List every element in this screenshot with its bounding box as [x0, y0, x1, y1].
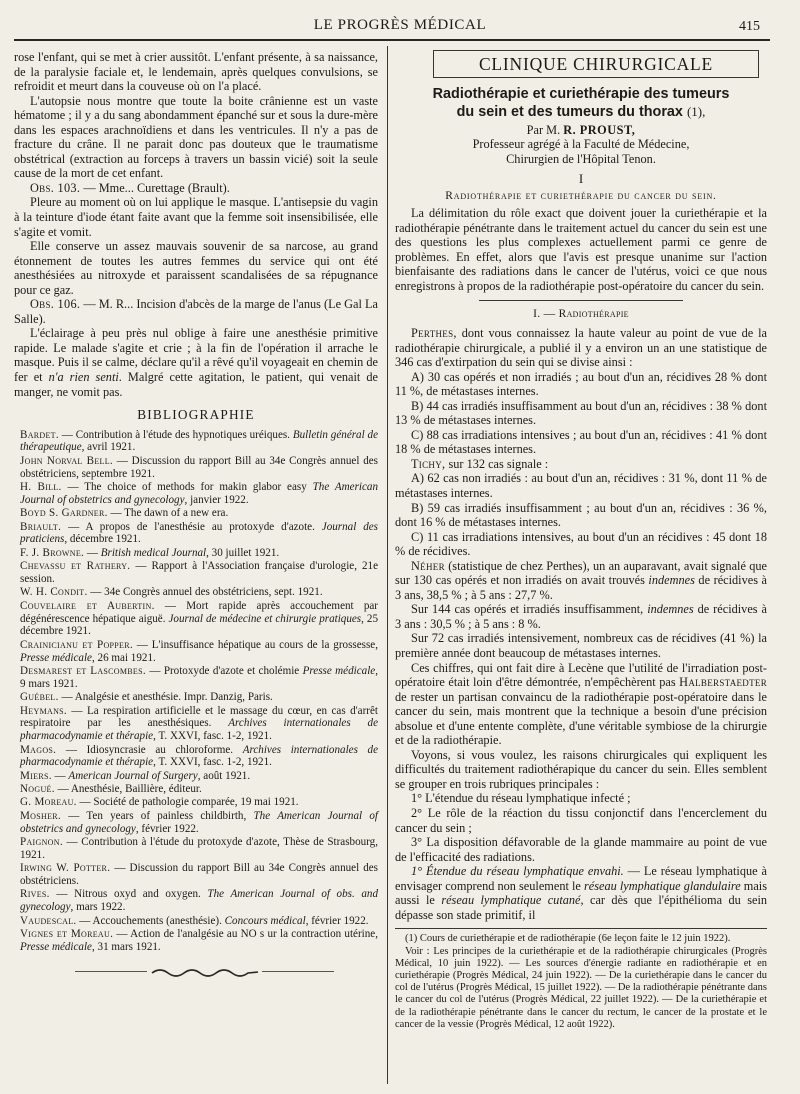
header-rule — [14, 39, 770, 41]
subsection-heading — [395, 307, 767, 322]
observation-title: — M. R... Incision d'abcès de la marge de l'anus (Le Gal La Salle). — [14, 297, 378, 326]
right-column — [395, 50, 767, 1031]
bibliography-entry — [14, 796, 378, 809]
paragraph — [14, 326, 378, 399]
list-item: A) 30 cas opérés et non irradiés ; au bout d'un an, récidives 28 % dont 11 %, de métastases internes. — [395, 369, 767, 399]
bibliography-entry — [14, 810, 378, 836]
article-title-line: Radiothérapie et curiethérapie des tumeurs — [432, 85, 730, 102]
text-run: L'éclairage à peu près nul oblige à faire une anesthésie primitive rapide. Le malade s'agite et crie ; à la fin de l'opération il arrache le masque. Puis il se calme, déclare qu'il a rêvé qu'il voyageait en chemin de fer et — [14, 326, 378, 385]
footnote — [395, 933, 767, 1031]
bibliography-date: , T. XXVI, fasc. 1-2, 1921. — [153, 756, 272, 769]
bibliography-text: — A propos de l'anesthésie au protoxyde d'azote. — [61, 520, 322, 533]
list-item: A) 62 cas non irradiés : au bout d'un an, récidives : 31 %, dont 11 % de métastases internes. — [395, 471, 767, 500]
part-heading: Radiothérapie et curiethérapie du cancer du sein. — [445, 189, 717, 202]
bibliography-source: The American Journal of obs. and gynecology — [20, 888, 378, 914]
bibliography-source: Archives internationales de pharmacodynamie et thérapie — [20, 717, 379, 743]
bibliography-author: F. J. Browne. — [20, 546, 85, 559]
bibliography-date: , T. XXVI, fasc. 1-2, 1921. — [153, 730, 272, 743]
bibliography-text: — — [84, 546, 101, 559]
bibliography-source: The American Journal of obstetrics and gynecology — [20, 481, 379, 506]
article-title — [395, 86, 767, 122]
bibliography-author: Miers. — [20, 769, 52, 782]
bibliography-author: Couvelaire et Aubertin. — [20, 599, 155, 612]
ornament-rule — [262, 971, 334, 972]
paragraph: Pleure au moment où on lui applique le masque. L'antisepsie du vagin à la teinture d'iode étant faite avant que la femme soit insensibilisée, elle s'agite et vomit. — [14, 195, 378, 239]
bibliography-text: — Ten years of painless childbirth, — [60, 809, 254, 822]
emphasis: indemnes — [647, 602, 694, 617]
bibliography-text: — Discussion du rapport Bill au 34e Congrès annuel des obstétriciens. — [20, 862, 379, 888]
bibliography-entry — [14, 560, 378, 586]
running-head — [0, 14, 800, 38]
person-name: Néher — [411, 558, 445, 573]
paragraph: La délimitation du rôle exact que doivent jouer la curiethérapie et la radiothérapie pénétrante dans le traitement actuel du cancer du sein est une des questions les plus complexes actuellement parmi ce genre de problèmes. En effet, alors que l'avis est presque unanime sur l'action bienfaisante des radiations dans le cancer de l'utérus, voici ce que nous enregistrons à propos de la radiothérapie post-opératoire du cancer du sein. — [395, 206, 767, 293]
bibliography-source: Bulletin général de thérapeutique — [20, 428, 378, 454]
bibliography-date: , 30 juillet 1921. — [206, 546, 280, 559]
paragraph — [395, 602, 767, 631]
text-run: — Le réseau lymphatique à envisager comprend non seulement le — [395, 864, 767, 893]
list-item: C) 11 cas irradiations intensives, au bout d'un an récidives : 45 dont 18 % de récidives. — [395, 529, 767, 559]
bibliography-date: , août 1921. — [197, 769, 251, 782]
article-title-line — [395, 103, 767, 122]
bibliography-source: American Journal of Surgery — [68, 769, 198, 782]
bibliography-text: — Analgésie et anesthésie. Impr. Danzig, Paris. — [58, 691, 273, 704]
paragraph — [395, 559, 767, 603]
bibliography-date: , 9 mars 1921. — [20, 664, 378, 690]
bibliography-date: , février 1922. — [305, 914, 369, 927]
bibliography-entry — [14, 481, 378, 507]
left-column — [14, 50, 378, 954]
bibliography-text: — — [51, 769, 69, 782]
paragraph: rose l'enfant, qui se met à crier aussitôt. L'enfant présente, à sa naissance, de la paralysie faciale et, le lendemain, après quelques convulsions, se refroidit et meurt dans la couveuse où on l'a placé. — [14, 50, 378, 94]
bibliography-source: Archives internationales de pharmacodynamie et thérapie — [20, 743, 378, 769]
bibliography-text: — Société de pathologie comparée, 19 mai 1921. — [76, 796, 299, 809]
bibliography-author: Irwing W. Potter. — [20, 862, 111, 875]
bibliography-text: — Contribution à l'étude des hypnotiques uréiques. — [58, 428, 293, 441]
observation-label: Obs. 106. — [30, 297, 81, 312]
bibliography-text: — Accouchements (anesthésie). — [76, 914, 225, 927]
text-run: , car dès que l'épithélioma du sein dépasse son stade primitif, il — [395, 893, 768, 922]
section-title: CLINIQUE CHIRURGICALE — [433, 50, 759, 78]
paragraph: Voyons, si vous voulez, les raisons chirurgicales qui expliquent les difficultés du traitement radiothérapique du cancer du sein. Elles semblent se grouper en trois rubriques principales : — [395, 747, 767, 791]
footnote-ref: (1), — [686, 104, 706, 120]
bibliography-author: G. Moreau. — [20, 796, 77, 809]
bibliography-author: Mosher. — [20, 809, 61, 822]
emphasis: réseau lymphatique glandulaire — [583, 878, 741, 893]
text-run: sur 132 cas signale : — [445, 456, 549, 471]
bibliography-entry — [14, 455, 378, 481]
bibliography-text: — Action de l'analgésie au NO s ur la contraction utérine, — [113, 928, 378, 941]
text-run: de récidives à 3 ans : 30,5 % ; à 5 ans : 8 %. — [395, 602, 767, 631]
bibliography-author: H. Bill. — [20, 481, 62, 494]
paragraph — [395, 457, 767, 472]
ornament-rule — [75, 971, 147, 972]
bibliography-author: Rives. — [20, 888, 50, 901]
section-end-ornament — [150, 965, 260, 979]
part-number: I — [578, 171, 584, 187]
bibliography-text: — Contribution à l'étude du protoxyde d'azote, Thèse de Strasbourg, 1921. — [20, 836, 378, 861]
bibliography-date: , avril 1921. — [81, 441, 136, 454]
text-run: de rester un partisan convaincu de la radiothérapie post-opératoire dans le cancer du sein, mais montrent que la technique a besoin d'une précision absolue et d'une entente complète, d'une véritable symbiose de la chirurgie et de la radiothérapie. — [395, 689, 767, 748]
bibliography-text: — Discussion du rapport Bill au 34e Congrès annuel des obstétriciens, septembre 1921. — [20, 454, 378, 480]
bibliography-entry — [14, 783, 378, 796]
list-item: 3° La disposition défavorable de la glande mammaire au point de vue de l'efficacité des radiations. — [395, 835, 767, 864]
list-item: 1° L'étendue du réseau lymphatique infecté ; — [411, 791, 631, 806]
bibliography-author: Chevassu et Rathery. — [20, 560, 131, 573]
bibliography-source: British medical Journal — [100, 546, 207, 559]
author-affiliation: Chirurgien de l'Hôpital Tenon. — [506, 151, 656, 166]
bibliography-source: The American Journal of obstetrics and gynecology — [20, 809, 379, 835]
divider — [479, 300, 684, 301]
bibliography-text: — The dawn of a new era. — [107, 507, 229, 520]
bibliography-entry — [14, 770, 378, 783]
bibliography-entry — [14, 915, 378, 928]
bibliography-source: Concours médical — [224, 914, 306, 927]
bibliography-author: Magos. — [20, 743, 57, 756]
bibliography-entry — [14, 862, 378, 888]
bibliography-entry — [14, 429, 378, 455]
bibliography-author: Nogué. — [20, 783, 55, 796]
bibliography-author: Vignes et Moreau. — [20, 928, 114, 941]
bibliography-entry — [14, 836, 378, 862]
bibliography-entry — [14, 744, 378, 770]
bibliography-date: , 31 mars 1921. — [91, 940, 161, 953]
bibliography-list — [14, 429, 378, 954]
paragraph: Elle conserve un assez mauvais souvenir de sa narcose, au grand étonnement de toutes les autres femmes du service qui ont été anesthésiées au nitroxyde et paraissent scandalisées de sa répugnance pour ce gaz. — [14, 239, 378, 297]
bibliography-author: Boyd S. Gardner. — [20, 507, 108, 520]
bibliography-author: Heymans. — [20, 704, 67, 717]
subsection-heading-text: I. — Radiothérapie — [533, 308, 629, 321]
bibliography-entry — [14, 586, 378, 599]
paragraph: L'autopsie nous montre que toute la boite crânienne est un vaste hématome ; il y a du sang abondamment épanché sur et sous la dure-mère dans les espaces arachnoïdiens et dans les ventricules. Il n'y a pas de fracture du crâne. Il ne parait donc pas douteux que le traumatisme obstétrical (extraction au forceps à travers un bassin vicié) soit la seule cause de la mort de cet enfant. — [14, 93, 378, 181]
text-run: Sur 144 cas opérés et irradiés insuffisamment, — [411, 602, 648, 617]
bibliography-author: Guébel. — [20, 691, 59, 704]
bibliography-author: Paignon. — [20, 836, 63, 849]
bibliography-entry — [14, 705, 378, 743]
bibliography-date: , 26 mai 1921. — [91, 651, 156, 664]
paragraph — [395, 661, 767, 748]
emphasis: indemnes — [648, 573, 695, 588]
bibliography-date: , mars 1922. — [70, 901, 126, 914]
bibliography-source: Presse médicale — [20, 940, 92, 953]
bibliography-heading: BIBLIOGRAPHIE — [137, 407, 255, 423]
text-run: mais aussi le — [395, 878, 767, 908]
bibliography-text: — Nitrous oxyd and oxygen. — [49, 888, 208, 901]
list-item: B) 44 cas irradiés insuffisamment au bout d'un an, récidives : 38 % dont 13 % de métastases internes. — [395, 398, 767, 428]
bibliography-date: , 25 décembre 1921. — [20, 612, 379, 638]
journal-title: LE PROGRÈS MÉDICAL — [313, 17, 487, 33]
bibliography-text: — The choice of methods for makin glabor easy — [61, 481, 313, 494]
text-run: . Malgré cette agitation, le patient, qui venait de manger, ne vomit pas. — [14, 370, 379, 399]
emphasis: 1° Étendue du réseau lymphatique envahi. — [411, 864, 624, 879]
bibliography-entry — [14, 507, 378, 520]
bibliography-entry — [14, 600, 378, 638]
bibliography-author: Crainicianu et Popper. — [20, 638, 133, 651]
column-divider — [387, 46, 388, 1084]
article-title-text: du sein et des tumeurs du thorax — [456, 104, 683, 121]
bibliography-source: Journal de médecine et chirurgie pratiques — [168, 612, 362, 625]
bibliography-text: — Protoxyde d'azote et cholémie — [145, 664, 303, 677]
bibliography-entry — [14, 665, 378, 691]
footnote-text: (1) Cours de curiethérapie et de radiothérapie (6e leçon faite le 12 juin 1922). — [405, 933, 731, 945]
person-name: Halberstaedter — [679, 675, 767, 690]
author-block — [395, 123, 767, 167]
bibliography-date: , décembre 1921. — [64, 533, 141, 546]
bibliography-author: Bardet. — [20, 428, 59, 441]
observation-title: — Mme... Curettage (Brault). — [80, 180, 230, 195]
bibliography-source: Presse médicale — [20, 651, 92, 664]
bibliography-entry — [14, 888, 378, 914]
paragraph — [395, 326, 767, 370]
text-run: Ces chiffres, qui ont fait dire à Lecène que l'utilité de l'irradiation post-opératoire était loin d'être démontrée, n'empêchèrent pas — [395, 660, 767, 690]
text-run: de récidives à 3 ans, 38,5 % ; à 5 ans : 27,7 %. — [395, 573, 767, 602]
bibliography-date: , janvier 1922. — [184, 493, 249, 506]
observation-106 — [14, 297, 378, 326]
footnote-text: Voir : Les principes de la curiethérapie et de la radiothérapie chirurgicales (Progrès Médical, 10 juin 1922). — Les sources d'énergie radiante en radiothérapie et en curiethérapie (Progrès Médical, 24 juin 1922). — De la curiethérapie dans le cancer du col de l'utérus (Progrès Médical, 15 juillet 1922). — De la radiothérapie pénétrante dans le cancer du col de l'utérus (Progrès Médical, 22 juillet 1922). — De la curiethérapie et de la radiothérapie pénétrante dans le cancer du rectum, le cancer de la prostate et le cancer de la vessie (Progrès Médical, 12 août 1922). — [395, 945, 767, 1030]
person-name: Perthes, — [411, 325, 457, 340]
emphasis: réseau lymphatique cutané — [441, 893, 581, 908]
bibliography-author: Desmarest et Lascombes. — [20, 664, 146, 677]
bibliography-author: Vaudescal. — [20, 914, 77, 927]
bibliography-text: — Anesthésie, Baillière, éditeur. — [54, 783, 202, 796]
list-item: 2° Le rôle de la réaction du tissu conjonctif dans l'encerclement du cancer du sein ; — [395, 806, 767, 835]
page-number: 415 — [739, 19, 760, 34]
bibliography-text: — Idiosyncrasie au chloroforme. — [56, 743, 243, 756]
person-name: Tichy, — [411, 456, 446, 471]
bibliography-text: — Rapport à l'Association française d'urologie, 21e session. — [20, 560, 378, 585]
paragraph — [395, 864, 767, 922]
bibliography-entry — [14, 547, 378, 560]
text-run: (statistique de chez Perthes), un an auparavant, avait signalé que sur 130 cas opérés et non irradiés on avait trouvés — [395, 558, 767, 588]
footnote-divider — [395, 928, 767, 929]
bibliography-author: John Norval Bell. — [20, 454, 113, 467]
list-item: B) 59 cas irradiés insuffisamment ; au bout d'un an, récidives : 36 %, dont 16 % de métastases internes. — [395, 500, 767, 530]
bibliography-entry — [14, 639, 378, 665]
bibliography-text: — L'insuffisance hépatique au cours de la grossesse, — [132, 638, 378, 651]
emphasis: n'a rien senti — [48, 370, 119, 385]
bibliography-entry — [14, 928, 378, 954]
bibliography-entry — [14, 521, 378, 547]
bibliography-author: Briault. — [20, 520, 62, 533]
observation-label: Obs. 103. — [30, 180, 81, 195]
bibliography-text: — La respiration artificielle et le massage du cœur, en cas d'arrêt respiratoire par les anesthésiques. — [20, 704, 378, 730]
author-prefix: Par M. — [526, 122, 564, 137]
bibliography-source: Presse médicale — [302, 664, 376, 677]
bibliography-source: Journal des praticiens — [20, 520, 378, 546]
bibliography-author: W. H. Condit. — [20, 586, 88, 599]
bibliography-entry — [14, 691, 378, 704]
paragraph: Sur 72 cas irradiés intensivement, nombreux cas de récidives (41 %) la première année dont beaucoup de métastases internes. — [395, 631, 767, 660]
text-run: dont vous connaissez la haute valeur au point de vue de la radiothérapie chirurgicale, a publié il y a environ un an une statistique de 346 cas d'extirpation du sein qui se divise ainsi : — [395, 325, 767, 370]
author-name: R. PROUST, — [563, 122, 636, 137]
list-item: C) 88 cas irradiations intensives ; au bout d'un an, récidives : 41 % dont 18 % de métastases internes. — [395, 427, 767, 457]
author-affiliation: Professeur agrégé à la Faculté de Médecine, — [472, 137, 690, 152]
observation-103 — [14, 181, 378, 196]
bibliography-text: — Mort rapide après accouchement par dégénérescence hépatique aiguë. — [20, 599, 379, 625]
bibliography-text: — 34e Congrès annuel des obstétriciens, sept. 1921. — [87, 586, 323, 599]
author-line — [395, 123, 767, 138]
bibliography-date: , février 1922. — [135, 822, 199, 835]
